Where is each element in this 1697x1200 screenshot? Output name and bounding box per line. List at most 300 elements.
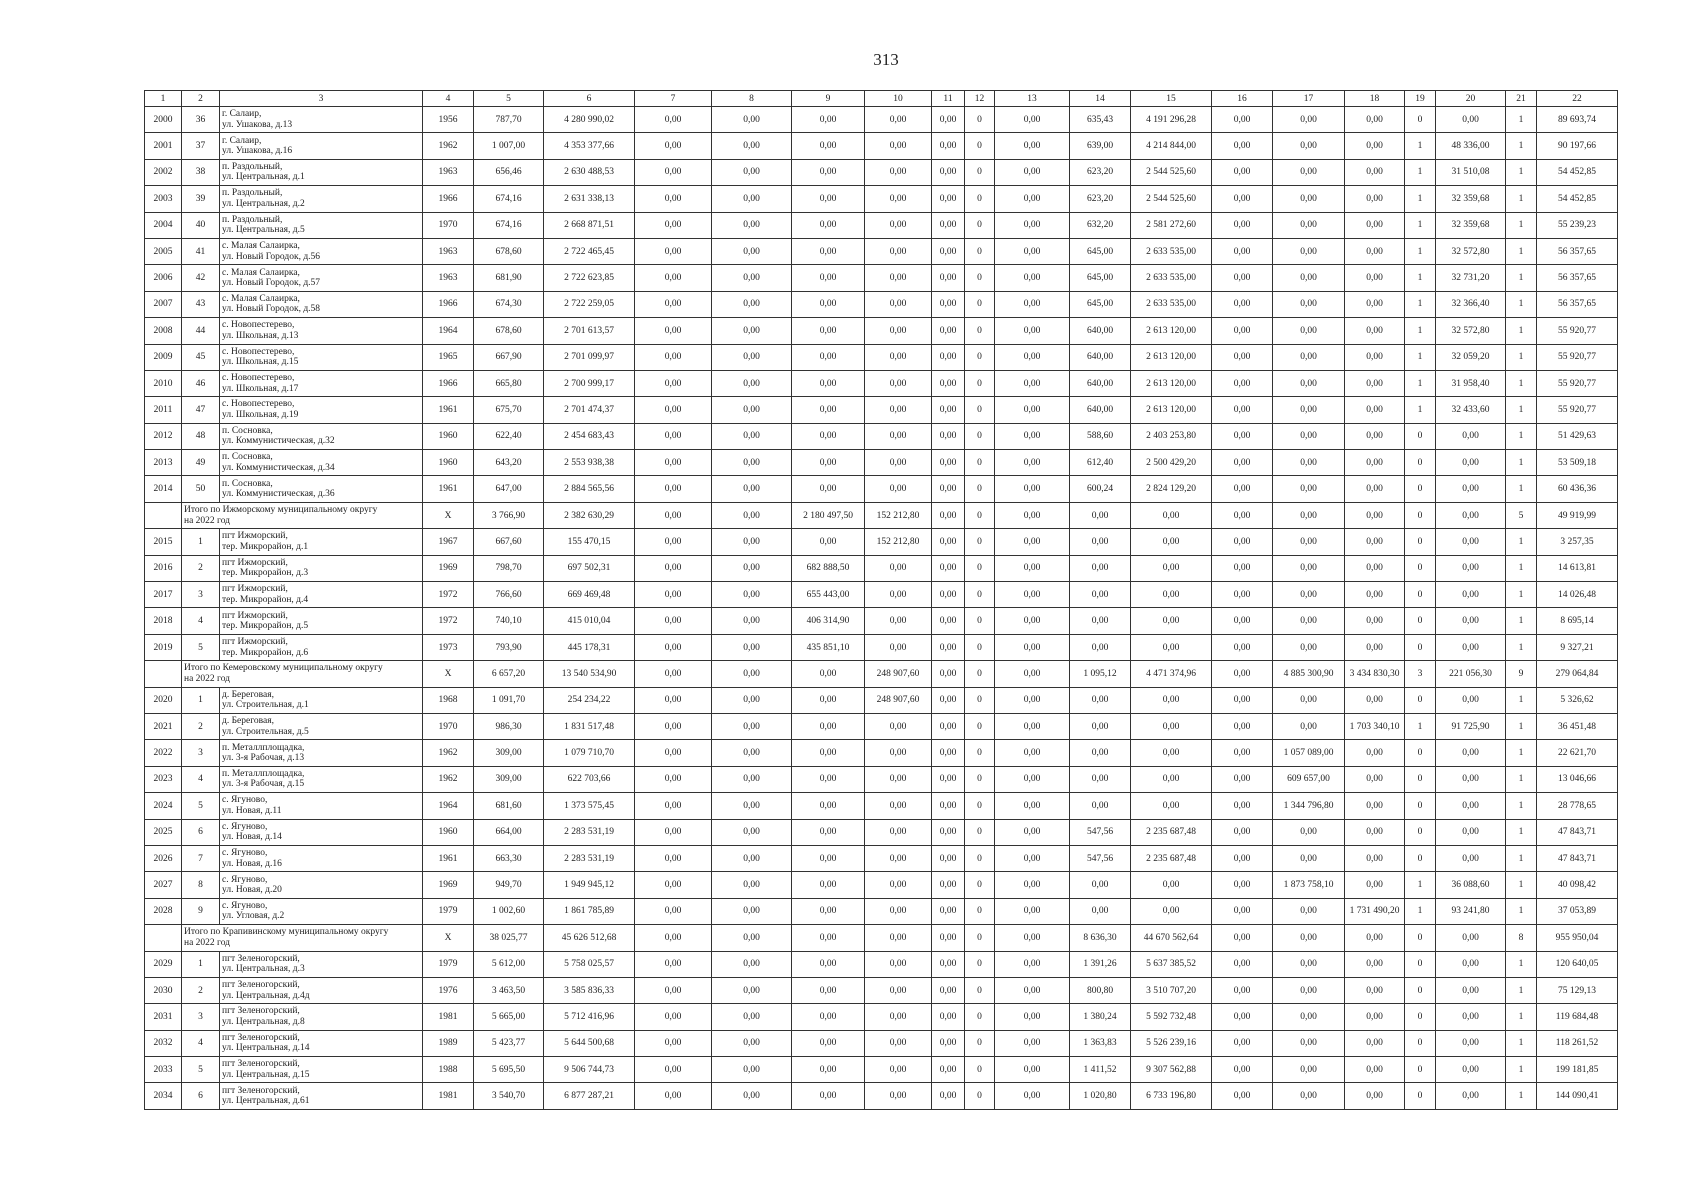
table-cell: 1966 <box>423 291 474 317</box>
table-cell: 0,00 <box>712 1004 792 1030</box>
table-cell: 640,00 <box>1070 397 1131 423</box>
table-cell: 5 423,77 <box>474 1030 544 1056</box>
table-cell: 645,00 <box>1070 238 1131 264</box>
subtotal-cell: X <box>423 925 474 951</box>
table-cell: 1989 <box>423 1030 474 1056</box>
subtotal-cell: 0,00 <box>712 661 792 687</box>
table-cell: 0,00 <box>865 1004 932 1030</box>
table-cell: 0,00 <box>995 265 1070 291</box>
table-cell: 609 657,00 <box>1273 766 1345 792</box>
table-cell: 0,00 <box>1436 529 1506 555</box>
table-cell: 2028 <box>145 898 182 924</box>
table-cell: 0,00 <box>995 634 1070 660</box>
table-cell: 0,00 <box>1212 450 1273 476</box>
table-cell: 1 <box>1405 872 1436 898</box>
table-cell: 0,00 <box>865 740 932 766</box>
table-cell: 0,00 <box>995 529 1070 555</box>
subtotal-cell: 0,00 <box>635 661 712 687</box>
table-cell: 681,60 <box>474 793 544 819</box>
table-cell: 1 <box>1506 819 1537 845</box>
table-cell: 54 452,85 <box>1537 186 1618 212</box>
table-cell: 0,00 <box>635 212 712 238</box>
table-cell: 1 <box>1405 159 1436 185</box>
subtotal-cell: 0,00 <box>1273 502 1345 528</box>
subtotal-cell: 0,00 <box>792 925 865 951</box>
table-cell: 1 380,24 <box>1070 1004 1131 1030</box>
table-cell: 1 <box>1506 740 1537 766</box>
table-cell: 0,00 <box>932 1030 965 1056</box>
table-cell: 0,00 <box>712 370 792 396</box>
table-cell: 4 <box>182 766 220 792</box>
table-cell: 0 <box>1405 582 1436 608</box>
subtotal-cell: 0,00 <box>635 502 712 528</box>
table-cell: 740,10 <box>474 608 544 634</box>
table-cell: 2000 <box>145 107 182 133</box>
table-cell: 14 613,81 <box>1537 555 1618 581</box>
table-cell: 0,00 <box>865 107 932 133</box>
table-cell: 1 <box>1506 845 1537 871</box>
table-cell: 0,00 <box>712 238 792 264</box>
page-number: 313 <box>873 50 899 69</box>
table-cell: 3 <box>182 582 220 608</box>
table-cell: 0,00 <box>1212 1004 1273 1030</box>
table-cell: 2 633 535,00 <box>1131 265 1212 291</box>
table-cell: 1961 <box>423 476 474 502</box>
table-cell: 118 261,52 <box>1537 1030 1618 1056</box>
table-cell: 0,00 <box>1273 107 1345 133</box>
table-cell: 0,00 <box>792 951 865 977</box>
table-cell: 0,00 <box>635 1057 712 1083</box>
table-cell: 0,00 <box>995 344 1070 370</box>
table-cell: 5 <box>182 1057 220 1083</box>
table-cell: 0,00 <box>1436 107 1506 133</box>
table-cell: 0 <box>1405 1057 1436 1083</box>
table-cell: 632,20 <box>1070 212 1131 238</box>
table-cell: 0,00 <box>1131 740 1212 766</box>
subtotal-cell: 0,00 <box>792 661 865 687</box>
table-cell: 0 <box>1405 977 1436 1003</box>
table-cell: 0,00 <box>712 1083 792 1109</box>
table-cell: 2 613 120,00 <box>1131 318 1212 344</box>
table-cell: 667,90 <box>474 344 544 370</box>
table-cell: 1 <box>1506 713 1537 739</box>
subtotal-cell: 0,00 <box>932 925 965 951</box>
table-cell: 0,00 <box>1436 845 1506 871</box>
table-cell: 0,00 <box>635 1030 712 1056</box>
column-number-header: 17 <box>1273 91 1345 107</box>
table-cell: 0,00 <box>1212 1083 1273 1109</box>
table-row <box>145 450 1618 476</box>
table-cell: 3 463,50 <box>474 977 544 1003</box>
table-cell: 0,00 <box>932 687 965 713</box>
table-cell: 0,00 <box>1070 793 1131 819</box>
empty-cell <box>145 925 182 951</box>
address-cell: пгт Ижморский, тер. Микрорайон, д.1 <box>220 529 423 555</box>
table-cell: 0,00 <box>1212 423 1273 449</box>
subtotal-cell: 2 180 497,50 <box>792 502 865 528</box>
table-cell: 0,00 <box>1345 265 1405 291</box>
table-cell: 0,00 <box>1273 608 1345 634</box>
table-cell: 2024 <box>145 793 182 819</box>
table-cell: 1 <box>1506 450 1537 476</box>
address-cell: п. Сосновка, ул. Коммунистическая, д.36 <box>220 476 423 502</box>
table-row <box>145 819 1618 845</box>
table-cell: 0,00 <box>635 951 712 977</box>
table-cell: 0,00 <box>635 186 712 212</box>
table-cell: 5 644 500,68 <box>544 1030 635 1056</box>
subtotal-cell: 0 <box>965 661 995 687</box>
table-cell: 32 572,80 <box>1436 238 1506 264</box>
table-cell: 36 451,48 <box>1537 713 1618 739</box>
table-cell: 415 010,04 <box>544 608 635 634</box>
table-cell: 0,00 <box>932 370 965 396</box>
table-cell: 42 <box>182 265 220 291</box>
table-row <box>145 687 1618 713</box>
table-cell: 0,00 <box>1212 766 1273 792</box>
table-cell: 639,00 <box>1070 133 1131 159</box>
table-cell: 1 344 796,80 <box>1273 793 1345 819</box>
table-cell: 144 090,41 <box>1537 1083 1618 1109</box>
subtotal-cell: 1 095,12 <box>1070 661 1131 687</box>
table-row <box>145 582 1618 608</box>
table-cell: 0,00 <box>995 1057 1070 1083</box>
subtotal-cell: 2 382 630,29 <box>544 502 635 528</box>
table-cell: 0,00 <box>1345 687 1405 713</box>
table-cell: 1 411,52 <box>1070 1057 1131 1083</box>
table-cell: 0,00 <box>1273 186 1345 212</box>
table-cell: 0,00 <box>865 318 932 344</box>
column-number-header: 1 <box>145 91 182 107</box>
subtotal-cell: 0,00 <box>1273 925 1345 951</box>
table-cell: 0,00 <box>1273 318 1345 344</box>
table-cell: 2 613 120,00 <box>1131 344 1212 370</box>
table-cell: 0,00 <box>932 845 965 871</box>
address-cell: г. Салаир, ул. Ушакова, д.16 <box>220 133 423 159</box>
table-cell: 0,00 <box>792 687 865 713</box>
address-cell: пгт Ижморский, тер. Микрорайон, д.3 <box>220 555 423 581</box>
table-cell: 0 <box>965 397 995 423</box>
table-cell: 0,00 <box>1345 238 1405 264</box>
table-cell: 0,00 <box>712 265 792 291</box>
table-cell: 5 526 239,16 <box>1131 1030 1212 1056</box>
table-cell: 0,00 <box>712 423 792 449</box>
table-cell: 0,00 <box>1345 634 1405 660</box>
table-cell: 0,00 <box>1131 793 1212 819</box>
table-cell: 1966 <box>423 370 474 396</box>
table-cell: 0,00 <box>1070 582 1131 608</box>
table-cell: 682 888,50 <box>792 555 865 581</box>
table-cell: 0,00 <box>792 1030 865 1056</box>
table-cell: 0 <box>965 582 995 608</box>
subtotal-cell: X <box>423 502 474 528</box>
table-cell: 38 <box>182 159 220 185</box>
table-cell: 32 731,20 <box>1436 265 1506 291</box>
table-cell: 0 <box>1405 1004 1436 1030</box>
table-cell: 681,90 <box>474 265 544 291</box>
table-cell: 0,00 <box>1345 819 1405 845</box>
table-cell: 1964 <box>423 793 474 819</box>
table-cell: 2 722 465,45 <box>544 238 635 264</box>
table-cell: 0,00 <box>1212 898 1273 924</box>
table-cell: 0,00 <box>865 555 932 581</box>
table-cell: 0 <box>965 766 995 792</box>
table-cell: 0,00 <box>635 476 712 502</box>
table-cell: 0,00 <box>712 397 792 423</box>
address-cell: с. Малая Салаирка, ул. Новый Городок, д.57 <box>220 265 423 291</box>
subtotal-cell: 3 434 830,30 <box>1345 661 1405 687</box>
table-cell: 0,00 <box>1212 318 1273 344</box>
table-cell: 0,00 <box>1273 370 1345 396</box>
table-cell: 2 824 129,20 <box>1131 476 1212 502</box>
table-cell: 0,00 <box>1131 687 1212 713</box>
table-cell: 0,00 <box>1131 713 1212 739</box>
table-cell: 1 <box>1506 555 1537 581</box>
table-cell: 793,90 <box>474 634 544 660</box>
subtotal-cell: 3 766,90 <box>474 502 544 528</box>
table-cell: 2 283 531,19 <box>544 845 635 871</box>
table-cell: 0,00 <box>1436 819 1506 845</box>
table-cell: 0,00 <box>1273 529 1345 555</box>
table-cell: 0,00 <box>792 370 865 396</box>
table-cell: 0,00 <box>1212 529 1273 555</box>
table-cell: 0,00 <box>1070 898 1131 924</box>
table-cell: 1 <box>1506 423 1537 449</box>
address-cell: с. Малая Салаирка, ул. Новый Городок, д.58 <box>220 291 423 317</box>
table-cell: 0,00 <box>865 608 932 634</box>
column-number-header: 8 <box>712 91 792 107</box>
table-cell: 0,00 <box>1070 713 1131 739</box>
table-cell: 2 613 120,00 <box>1131 397 1212 423</box>
table-cell: 0,00 <box>995 423 1070 449</box>
table-cell: 0,00 <box>865 291 932 317</box>
table-cell: 0,00 <box>1212 344 1273 370</box>
table-cell: 1 <box>182 951 220 977</box>
column-number-header: 16 <box>1212 91 1273 107</box>
table-cell: 0,00 <box>1345 951 1405 977</box>
address-cell: пгт Ижморский, тер. Микрорайон, д.5 <box>220 608 423 634</box>
address-cell: с. Новопестерево, ул. Школьная, д.17 <box>220 370 423 396</box>
table-cell: 1 <box>1506 951 1537 977</box>
subtotal-label: Итого по Кемеровскому муниципальному округу на 2022 год <box>182 661 423 687</box>
table-cell: 0,00 <box>635 107 712 133</box>
table-cell: 0,00 <box>995 582 1070 608</box>
table-cell: 640,00 <box>1070 318 1131 344</box>
table-cell: 0,00 <box>712 634 792 660</box>
table-cell: 0,00 <box>1273 713 1345 739</box>
table-cell: 2023 <box>145 766 182 792</box>
table-cell: 0 <box>965 687 995 713</box>
table-cell: 1 <box>1405 344 1436 370</box>
table-cell: 0,00 <box>932 555 965 581</box>
table-cell: 0,00 <box>932 344 965 370</box>
table-cell: 0,00 <box>1212 397 1273 423</box>
table-cell: 1 091,70 <box>474 687 544 713</box>
table-cell: 2002 <box>145 159 182 185</box>
table-cell: 0,00 <box>712 291 792 317</box>
table-cell: 0,00 <box>1212 1057 1273 1083</box>
table-cell: 0,00 <box>1273 555 1345 581</box>
address-cell: с. Ягуново, ул. Новая, д.11 <box>220 793 423 819</box>
table-cell: 90 197,66 <box>1537 133 1618 159</box>
table-cell: 0,00 <box>712 872 792 898</box>
subtotal-cell: 279 064,84 <box>1537 661 1618 687</box>
address-cell: г. Салаир, ул. Ушакова, д.13 <box>220 107 423 133</box>
table-cell: 0,00 <box>1436 687 1506 713</box>
column-number-header: 7 <box>635 91 712 107</box>
table-cell: 0,00 <box>712 212 792 238</box>
table-cell: 2014 <box>145 476 182 502</box>
table-cell: 0 <box>965 977 995 1003</box>
table-cell: 0,00 <box>1212 555 1273 581</box>
table-cell: 0,00 <box>1345 133 1405 159</box>
table-cell: 1 079 710,70 <box>544 740 635 766</box>
table-cell: 55 920,77 <box>1537 318 1618 344</box>
table-cell: 2008 <box>145 318 182 344</box>
table-cell: 1970 <box>423 212 474 238</box>
address-cell: с. Ягуново, ул. Новая, д.20 <box>220 872 423 898</box>
subtotal-cell: 8 <box>1506 925 1537 951</box>
table-cell: 0 <box>965 608 995 634</box>
table-cell: 1 <box>1506 529 1537 555</box>
table-cell: 0,00 <box>635 291 712 317</box>
table-cell: 2032 <box>145 1030 182 1056</box>
column-number-header: 11 <box>932 91 965 107</box>
table-cell: 43 <box>182 291 220 317</box>
table-cell: 50 <box>182 476 220 502</box>
table-cell: 0,00 <box>792 265 865 291</box>
table-cell: 9 506 744,73 <box>544 1057 635 1083</box>
table-cell: 1 <box>1506 1083 1537 1109</box>
table-cell: 0,00 <box>1436 423 1506 449</box>
table-cell: 0,00 <box>865 397 932 423</box>
subtotal-cell: 0,00 <box>1436 925 1506 951</box>
subtotal-cell: 13 540 534,90 <box>544 661 635 687</box>
table-cell: 1966 <box>423 186 474 212</box>
table-row <box>145 713 1618 739</box>
table-cell: 0,00 <box>1212 133 1273 159</box>
table-cell: 56 357,65 <box>1537 265 1618 291</box>
table-cell: 2 722 259,05 <box>544 291 635 317</box>
table-cell: 800,80 <box>1070 977 1131 1003</box>
table-cell: 2 722 623,85 <box>544 265 635 291</box>
table-cell: 4 <box>182 1030 220 1056</box>
table-cell: 0,00 <box>1345 450 1405 476</box>
subtotal-cell: 0,00 <box>1212 661 1273 687</box>
table-cell: 0,00 <box>865 265 932 291</box>
subtotal-cell: 0,00 <box>932 502 965 528</box>
table-cell: 0,00 <box>712 529 792 555</box>
table-row <box>145 186 1618 212</box>
table-cell: 0,00 <box>1273 397 1345 423</box>
table-cell: 0,00 <box>865 766 932 792</box>
table-cell: 0,00 <box>792 423 865 449</box>
table-cell: 0,00 <box>1070 608 1131 634</box>
table-cell: 56 357,65 <box>1537 238 1618 264</box>
table-cell: 0,00 <box>865 713 932 739</box>
table-cell: 0,00 <box>712 977 792 1003</box>
table-cell: 1 <box>1506 766 1537 792</box>
table-cell: 2 <box>182 555 220 581</box>
table-cell: 2010 <box>145 370 182 396</box>
table-row <box>145 318 1618 344</box>
table-cell: 0,00 <box>792 133 865 159</box>
table-cell: 0,00 <box>1070 529 1131 555</box>
subtotal-cell: 0 <box>1405 925 1436 951</box>
table-cell: 674,16 <box>474 186 544 212</box>
table-cell: 1 <box>1405 291 1436 317</box>
table-cell: 309,00 <box>474 766 544 792</box>
empty-cell <box>145 502 182 528</box>
table-cell: 2 630 488,53 <box>544 159 635 185</box>
table-cell: 0,00 <box>1212 713 1273 739</box>
table-cell: 0,00 <box>1436 608 1506 634</box>
table-row <box>145 1004 1618 1030</box>
address-cell: пгт Зеленогорский, ул. Центральная, д.4д <box>220 977 423 1003</box>
table-cell: 0 <box>965 845 995 871</box>
table-cell: 0,00 <box>1212 845 1273 871</box>
table-row <box>145 872 1618 898</box>
table-cell: 0,00 <box>635 608 712 634</box>
table-cell: 0,00 <box>792 898 865 924</box>
subtotal-cell: 0,00 <box>635 925 712 951</box>
table-cell: 0,00 <box>932 793 965 819</box>
table-cell: 0,00 <box>712 1057 792 1083</box>
column-number-header: 10 <box>865 91 932 107</box>
table-cell: 2004 <box>145 212 182 238</box>
table-cell: 0,00 <box>865 977 932 1003</box>
table-cell: 0,00 <box>792 872 865 898</box>
table-cell: 2 235 687,48 <box>1131 845 1212 871</box>
address-cell: пгт Зеленогорский, ул. Центральная, д.3 <box>220 951 423 977</box>
table-cell: 155 470,15 <box>544 529 635 555</box>
table-cell: 0 <box>1405 529 1436 555</box>
table-cell: 0 <box>965 318 995 344</box>
table-cell: 5 <box>182 793 220 819</box>
table-cell: 3 510 707,20 <box>1131 977 1212 1003</box>
table-cell: 0,00 <box>635 1004 712 1030</box>
table-cell: 32 359,68 <box>1436 186 1506 212</box>
table-cell: 6 <box>182 1083 220 1109</box>
table-cell: 0,00 <box>1273 951 1345 977</box>
table-cell: 1 <box>1506 133 1537 159</box>
table-cell: 2007 <box>145 291 182 317</box>
table-cell: 1981 <box>423 1004 474 1030</box>
table-cell: 3 585 836,33 <box>544 977 635 1003</box>
table-cell: 0 <box>965 238 995 264</box>
table-row <box>145 291 1618 317</box>
table-cell: 0,00 <box>792 186 865 212</box>
table-cell: 0,00 <box>1131 608 1212 634</box>
table-cell: 0 <box>1405 555 1436 581</box>
table-cell: 1 <box>1506 186 1537 212</box>
address-cell: пгт Зеленогорский, ул. Центральная, д.61 <box>220 1083 423 1109</box>
table-cell: 1 873 758,10 <box>1273 872 1345 898</box>
table-cell: 0,00 <box>712 819 792 845</box>
table-cell: 7 <box>182 845 220 871</box>
table-cell: 623,20 <box>1070 186 1131 212</box>
table-cell: 0,00 <box>1273 819 1345 845</box>
table-cell: 2005 <box>145 238 182 264</box>
column-number-header: 15 <box>1131 91 1212 107</box>
table-cell: 2029 <box>145 951 182 977</box>
table-cell: 0,00 <box>865 238 932 264</box>
table-cell: 0,00 <box>865 370 932 396</box>
table-cell: 0,00 <box>1070 687 1131 713</box>
table-cell: 663,30 <box>474 845 544 871</box>
table-cell: 0,00 <box>792 1083 865 1109</box>
table-cell: 5 <box>182 634 220 660</box>
table-cell: 0,00 <box>865 476 932 502</box>
